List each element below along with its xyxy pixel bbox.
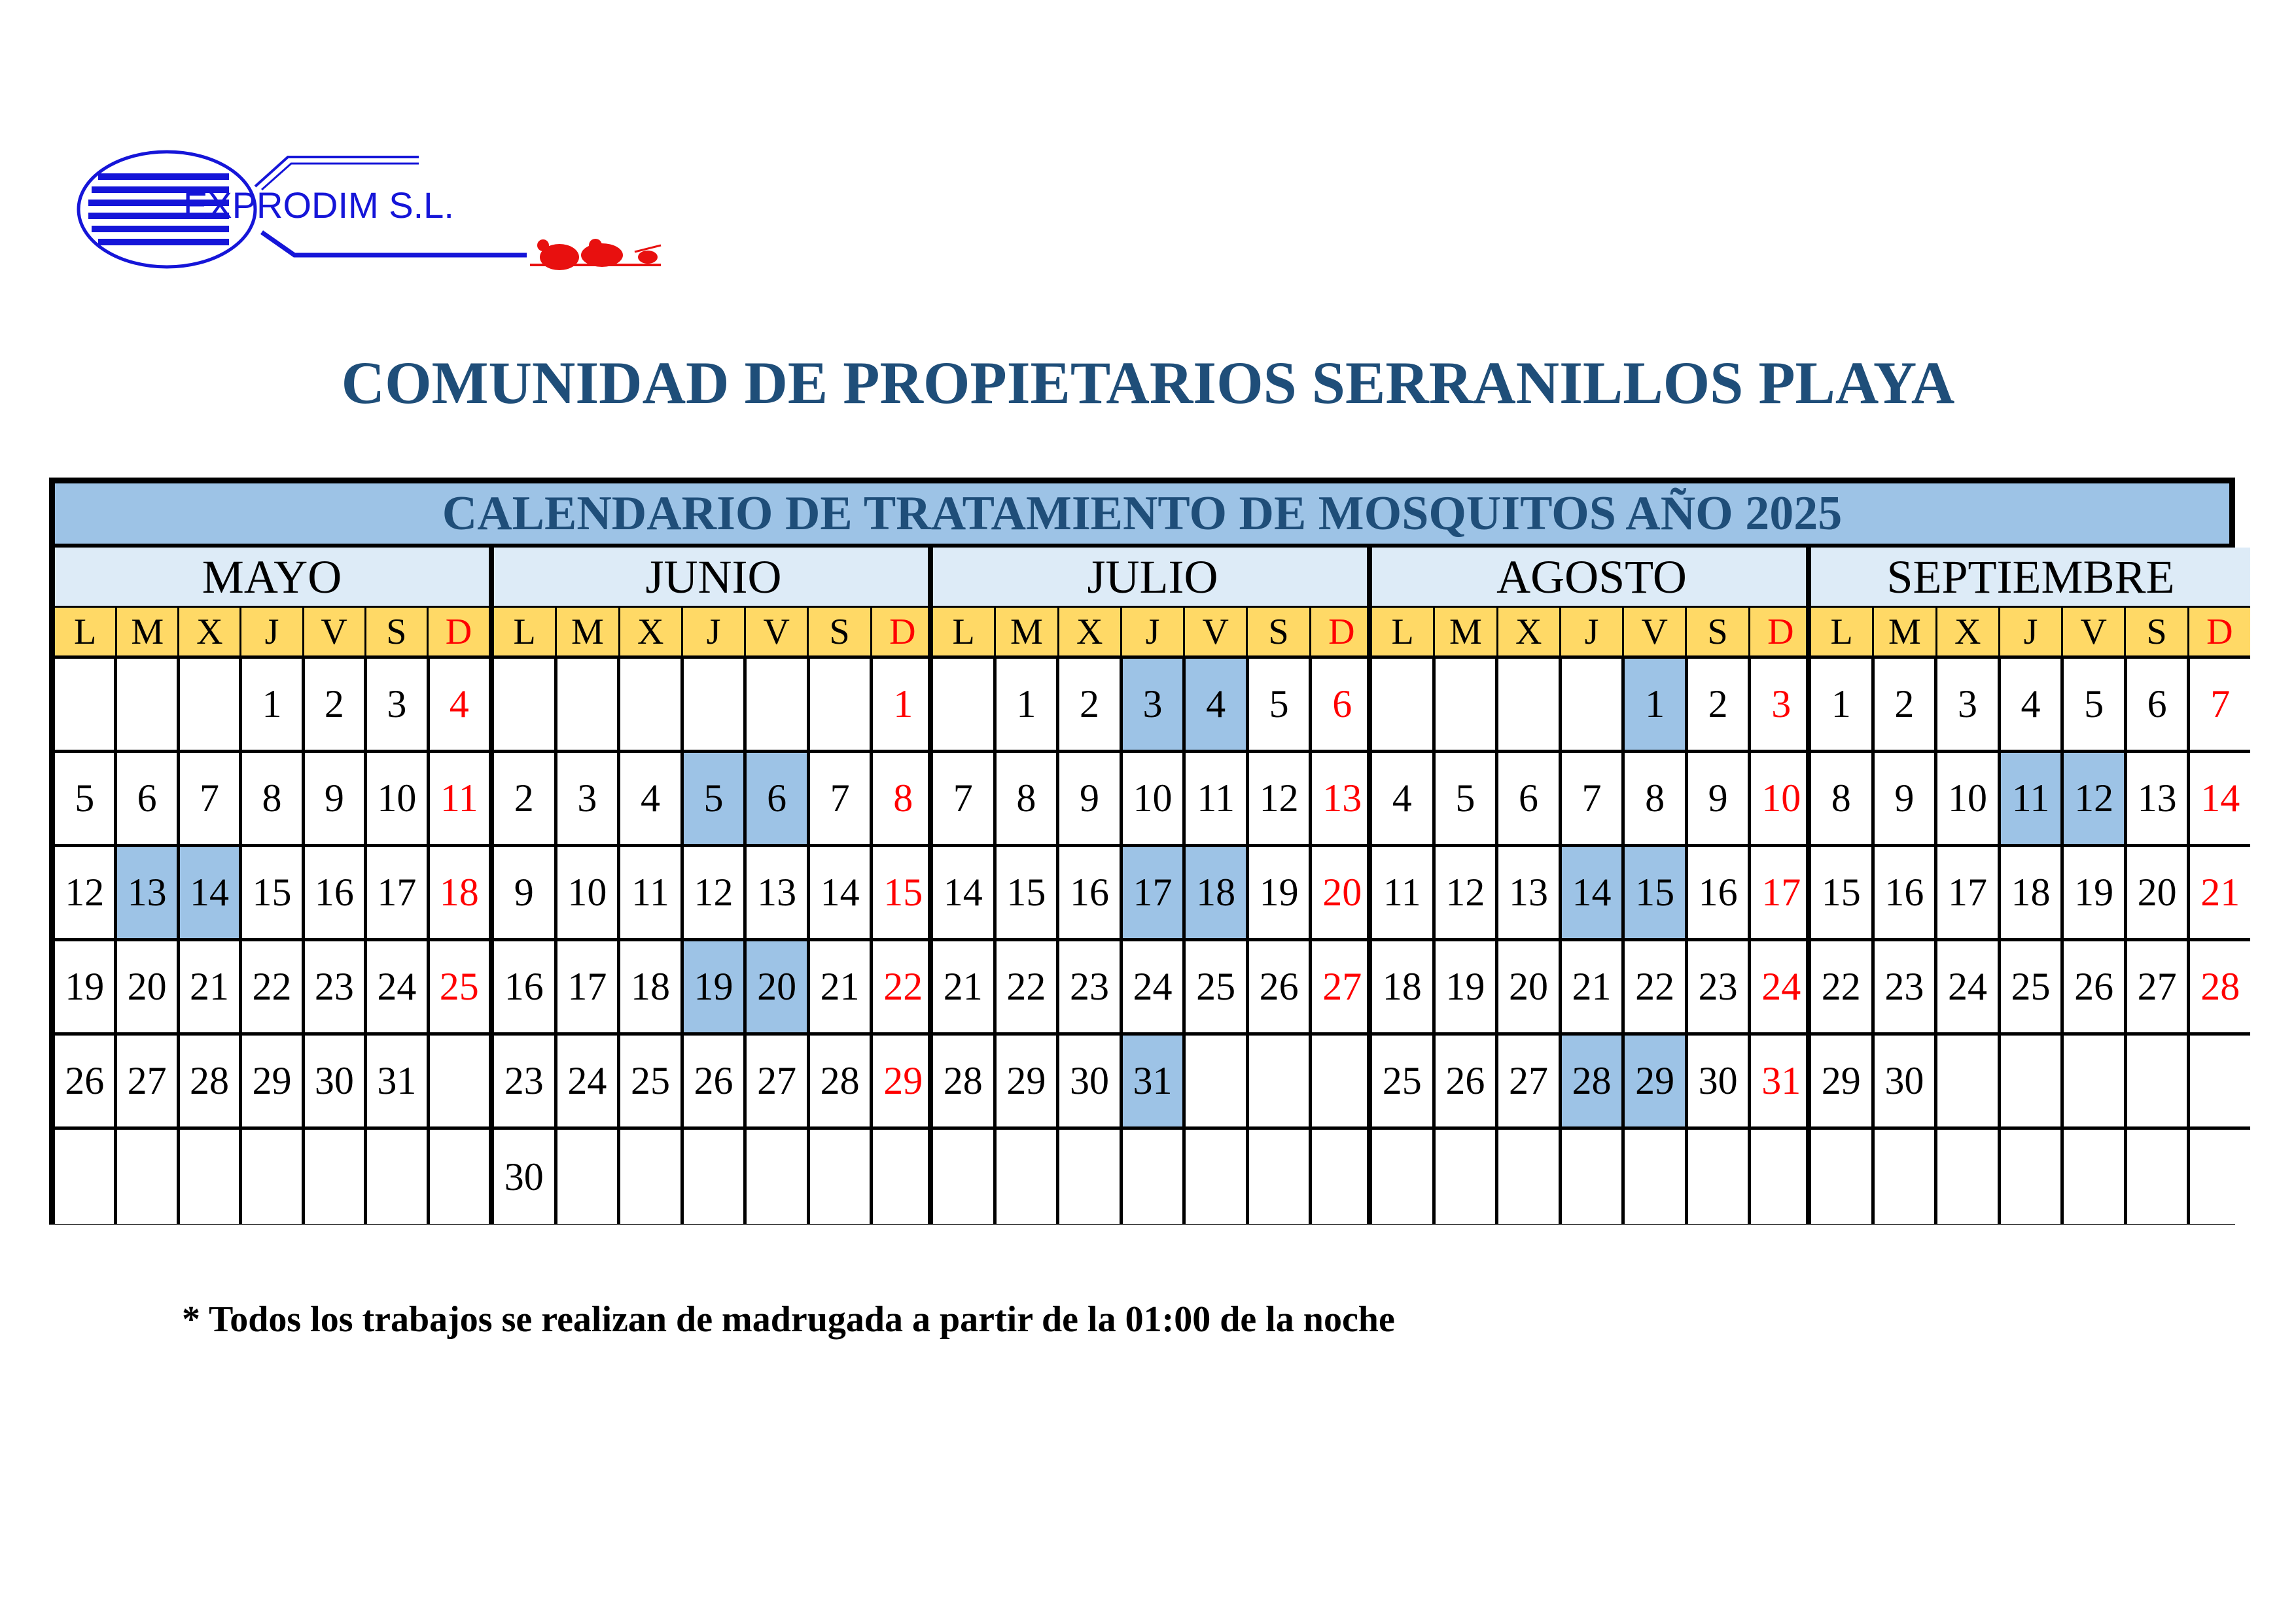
day-cell [1186, 1130, 1249, 1224]
day-cell [55, 659, 117, 750]
treatment-calendar [49, 478, 2240, 1225]
weekday-label: X [179, 608, 241, 655]
day-cell: 5 [55, 753, 117, 844]
logo-text: EXPRODIM S.L. [183, 184, 454, 226]
day-cell: 25 [1186, 941, 1249, 1032]
weekday-label: D [1328, 612, 1355, 652]
day-cell: 12 [55, 847, 117, 938]
day-cell: 14 [810, 847, 874, 938]
day-cell [1562, 1130, 1625, 1224]
day-cell: 20 [117, 941, 179, 1032]
day-cell: 24 [367, 941, 429, 1032]
day-cell: 26 [1249, 941, 1313, 1032]
weekday-label: J [241, 608, 304, 655]
weekday-label: M [1874, 608, 1937, 655]
day-cell: 1 [997, 659, 1060, 750]
day-cell [1625, 1130, 1688, 1224]
day-cell: 16 [1059, 847, 1123, 938]
day-cell: 23 [494, 1036, 557, 1126]
treatment-day-cell: 12 [2064, 753, 2127, 844]
month-name: AGOSTO [1372, 548, 1811, 608]
day-cell: 13 [1312, 753, 1372, 844]
day-cell [1372, 1130, 1436, 1224]
day-cell: 23 [1875, 941, 1938, 1032]
page-title: COMUNIDAD DE PROPIETARIOS SERRANILLOS PLAYA [341, 349, 1955, 416]
day-cell: 25 [1372, 1036, 1436, 1126]
day-cell: 9 [305, 753, 367, 844]
day-cell: 31 [367, 1036, 429, 1126]
day-cell: 5 [1249, 659, 1313, 750]
weekday-label: V [1624, 608, 1687, 655]
day-cell: 12 [1249, 753, 1313, 844]
day-cell [1562, 659, 1625, 750]
day-cell: 29 [242, 1036, 304, 1126]
treatment-day-cell: 19 [684, 941, 747, 1032]
weekday-header [933, 608, 1372, 659]
day-cell: 11 [1372, 847, 1436, 938]
day-cell: 9 [1875, 753, 1938, 844]
day-cell [1937, 1036, 2001, 1126]
day-cell: 5 [1436, 753, 1499, 844]
day-cell: 2 [1059, 659, 1123, 750]
company-logo [72, 147, 674, 278]
day-cell: 6 [2127, 659, 2191, 750]
day-cell: 27 [117, 1036, 179, 1126]
month-mayo [55, 548, 489, 1225]
week-row [494, 753, 933, 847]
day-cell: 20 [2127, 847, 2191, 938]
day-cell: 17 [1937, 847, 2001, 938]
week-row [933, 659, 1372, 753]
day-cell: 12 [1436, 847, 1499, 938]
day-cell: 18 [1372, 941, 1436, 1032]
week-row [933, 1036, 1372, 1130]
day-cell: 29 [873, 1036, 933, 1126]
day-cell [1436, 659, 1499, 750]
treatment-day-cell: 15 [1625, 847, 1688, 938]
day-cell: 30 [1059, 1036, 1123, 1126]
week-row [55, 941, 489, 1036]
day-cell [1811, 1130, 1875, 1224]
day-cell: 16 [1875, 847, 1938, 938]
day-cell [747, 1130, 810, 1224]
day-cell: 23 [1688, 941, 1752, 1032]
weekday-header [494, 608, 933, 659]
week-row [1811, 1036, 2250, 1130]
day-cell: 13 [747, 847, 810, 938]
weekday-label: V [746, 608, 809, 655]
treatment-day-cell: 14 [1562, 847, 1625, 938]
treatment-day-cell: 11 [2001, 753, 2064, 844]
day-cell: 1 [242, 659, 304, 750]
day-cell: 16 [494, 941, 557, 1032]
day-cell: 29 [1811, 1036, 1875, 1126]
weekday-label: S [809, 608, 872, 655]
day-cell: 28 [2190, 941, 2250, 1032]
day-cell: 21 [2190, 847, 2250, 938]
treatment-day-cell: 20 [747, 941, 810, 1032]
day-cell: 19 [1249, 847, 1313, 938]
week-row [55, 1036, 489, 1130]
day-cell [1688, 1130, 1752, 1224]
day-cell [1937, 1130, 2001, 1224]
weekday-label: X [1059, 608, 1122, 655]
day-cell: 30 [494, 1130, 557, 1224]
week-row [1372, 1130, 1811, 1224]
day-cell: 16 [305, 847, 367, 938]
day-cell: 3 [367, 659, 429, 750]
day-cell: 8 [1625, 753, 1688, 844]
day-cell [1875, 1130, 1938, 1224]
treatment-day-cell: 28 [1562, 1036, 1625, 1126]
treatment-day-cell: 6 [747, 753, 810, 844]
week-row [1811, 659, 2250, 753]
week-row [1372, 941, 1811, 1036]
day-cell: 19 [55, 941, 117, 1032]
day-cell [1312, 1130, 1372, 1224]
day-cell: 13 [1498, 847, 1562, 938]
day-cell: 2 [1875, 659, 1938, 750]
day-cell [117, 1130, 179, 1224]
day-cell: 8 [873, 753, 933, 844]
day-cell: 28 [933, 1036, 997, 1126]
day-cell: 9 [1059, 753, 1123, 844]
day-cell: 20 [1498, 941, 1562, 1032]
day-cell [117, 659, 179, 750]
day-cell [620, 1130, 684, 1224]
week-row [1811, 1130, 2250, 1224]
day-cell [1436, 1130, 1499, 1224]
day-cell [2001, 1130, 2064, 1224]
day-cell: 7 [810, 753, 874, 844]
treatment-day-cell: 18 [1186, 847, 1249, 938]
day-cell: 24 [557, 1036, 621, 1126]
week-row [933, 753, 1372, 847]
weekday-header [1811, 608, 2250, 659]
treatment-day-cell: 1 [1625, 659, 1688, 750]
day-cell: 31 [1751, 1036, 1811, 1126]
day-cell [997, 1130, 1060, 1224]
treatment-day-cell: 5 [684, 753, 747, 844]
day-cell: 15 [997, 847, 1060, 938]
day-cell: 14 [2190, 753, 2250, 844]
week-row [1372, 753, 1811, 847]
month-junio [489, 548, 933, 1225]
day-cell: 21 [933, 941, 997, 1032]
week-row [494, 1036, 933, 1130]
day-cell: 17 [367, 847, 429, 938]
day-cell [873, 1130, 933, 1224]
day-cell [305, 1130, 367, 1224]
weekday-label: J [2000, 608, 2063, 655]
day-cell: 21 [180, 941, 242, 1032]
weekday-label: V [304, 608, 366, 655]
day-cell: 8 [242, 753, 304, 844]
weekday-label: S [366, 608, 429, 655]
week-row [1811, 941, 2250, 1036]
day-cell [810, 659, 874, 750]
day-cell: 4 [1372, 753, 1436, 844]
day-cell: 5 [2064, 659, 2127, 750]
day-cell [2001, 1036, 2064, 1126]
day-cell: 27 [1498, 1036, 1562, 1126]
month-julio [928, 548, 1372, 1225]
day-cell: 21 [1562, 941, 1625, 1032]
week-row [933, 941, 1372, 1036]
day-cell [180, 659, 242, 750]
treatment-day-cell: 29 [1625, 1036, 1688, 1126]
day-cell: 12 [684, 847, 747, 938]
day-cell: 8 [1811, 753, 1875, 844]
weekday-label: D [445, 612, 472, 652]
month-agosto [1367, 548, 1811, 1225]
day-cell: 15 [242, 847, 304, 938]
day-cell [810, 1130, 874, 1224]
day-cell: 27 [747, 1036, 810, 1126]
day-cell [1498, 659, 1562, 750]
day-cell: 25 [2001, 941, 2064, 1032]
weekday-header [55, 608, 489, 659]
day-cell: 7 [2190, 659, 2250, 750]
weekday-label: S [1687, 608, 1750, 655]
day-cell: 22 [997, 941, 1060, 1032]
month-name: JUNIO [494, 548, 933, 608]
day-cell: 4 [620, 753, 684, 844]
week-row [55, 847, 489, 941]
day-cell [367, 1130, 429, 1224]
day-cell: 7 [1562, 753, 1625, 844]
day-cell [1123, 1130, 1186, 1224]
day-cell [1372, 659, 1436, 750]
weekday-label: S [2126, 608, 2189, 655]
week-row [55, 1130, 489, 1224]
week-row [1372, 847, 1811, 941]
day-cell [1498, 1130, 1562, 1224]
treatment-day-cell: 3 [1123, 659, 1186, 750]
week-row [494, 659, 933, 753]
day-cell [1059, 1130, 1123, 1224]
weekday-label: J [1561, 608, 1624, 655]
day-cell: 16 [1688, 847, 1752, 938]
weekday-label: L [1372, 608, 1435, 655]
day-cell: 2 [305, 659, 367, 750]
day-cell: 30 [1688, 1036, 1752, 1126]
day-cell [557, 1130, 621, 1224]
weekday-label: M [996, 608, 1059, 655]
day-cell: 3 [1937, 659, 2001, 750]
week-row [1372, 659, 1811, 753]
day-cell: 11 [430, 753, 489, 844]
day-cell [180, 1130, 242, 1224]
day-cell: 21 [810, 941, 874, 1032]
weekday-label: L [933, 608, 996, 655]
week-row [494, 941, 933, 1036]
calendar-title: CALENDARIO DE TRATAMIENTO DE MOSQUITOS AÑO 2025 [55, 483, 2229, 548]
day-cell: 14 [933, 847, 997, 938]
day-cell [1249, 1130, 1313, 1224]
day-cell: 17 [557, 941, 621, 1032]
day-cell: 10 [557, 847, 621, 938]
day-cell [1751, 1130, 1811, 1224]
day-cell [2127, 1130, 2191, 1224]
week-row [1811, 847, 2250, 941]
day-cell: 18 [2001, 847, 2064, 938]
day-cell: 2 [1688, 659, 1752, 750]
month-name: SEPTIEMBRE [1811, 548, 2250, 608]
weekday-label: X [1498, 608, 1561, 655]
week-row [1811, 753, 2250, 847]
day-cell [1186, 1036, 1249, 1126]
day-cell: 28 [180, 1036, 242, 1126]
day-cell [2064, 1036, 2127, 1126]
day-cell: 10 [367, 753, 429, 844]
day-cell: 24 [1751, 941, 1811, 1032]
weekday-label: X [620, 608, 683, 655]
weekday-label: D [1767, 612, 1794, 652]
day-cell [933, 1130, 997, 1224]
weekday-label: M [557, 608, 620, 655]
weekday-label: V [2063, 608, 2126, 655]
day-cell: 22 [1811, 941, 1875, 1032]
day-cell: 18 [620, 941, 684, 1032]
day-cell: 30 [1875, 1036, 1938, 1126]
day-cell [620, 659, 684, 750]
day-cell: 13 [2127, 753, 2191, 844]
day-cell: 10 [1937, 753, 2001, 844]
day-cell: 6 [1312, 659, 1372, 750]
weekday-label: J [1122, 608, 1185, 655]
day-cell [1249, 1036, 1313, 1126]
treatment-day-cell: 4 [1186, 659, 1249, 750]
weekday-label: V [1185, 608, 1248, 655]
weekday-label: S [1248, 608, 1311, 655]
day-cell [933, 659, 997, 750]
day-cell: 6 [1498, 753, 1562, 844]
day-cell: 11 [620, 847, 684, 938]
day-cell: 15 [1811, 847, 1875, 938]
month-septiembre [1806, 548, 2250, 1225]
day-cell [2190, 1036, 2250, 1126]
day-cell [747, 659, 810, 750]
month-name: MAYO [55, 548, 489, 608]
day-cell [430, 1130, 489, 1224]
weekday-label: D [889, 612, 916, 652]
day-cell: 27 [1312, 941, 1372, 1032]
day-cell [1312, 1036, 1372, 1126]
day-cell: 26 [684, 1036, 747, 1126]
weekday-label: X [1937, 608, 2000, 655]
day-cell [430, 1036, 489, 1126]
day-cell: 10 [1123, 753, 1186, 844]
day-cell: 23 [1059, 941, 1123, 1032]
day-cell: 17 [1751, 847, 1811, 938]
week-row [494, 1130, 933, 1224]
day-cell: 1 [873, 659, 933, 750]
day-cell [2064, 1130, 2127, 1224]
weekday-label: L [494, 608, 557, 655]
day-cell: 15 [873, 847, 933, 938]
day-cell: 20 [1312, 847, 1372, 938]
day-cell: 29 [997, 1036, 1060, 1126]
footnote: * Todos los trabajos se realizan de madrugada a partir de la 01:00 de la noche [182, 1299, 1395, 1340]
weekday-label: J [683, 608, 746, 655]
weekday-label: M [117, 608, 179, 655]
day-cell [242, 1130, 304, 1224]
day-cell: 18 [430, 847, 489, 938]
day-cell [557, 659, 621, 750]
week-row [933, 1130, 1372, 1224]
weekday-header [1372, 608, 1811, 659]
day-cell: 30 [305, 1036, 367, 1126]
day-cell: 24 [1123, 941, 1186, 1032]
day-cell [55, 1130, 117, 1224]
day-cell: 7 [933, 753, 997, 844]
day-cell: 26 [55, 1036, 117, 1126]
weekday-label: L [1811, 608, 1874, 655]
day-cell: 6 [117, 753, 179, 844]
day-cell: 28 [810, 1036, 874, 1126]
week-row [933, 847, 1372, 941]
day-cell: 9 [494, 847, 557, 938]
day-cell: 3 [557, 753, 621, 844]
day-cell: 24 [1937, 941, 2001, 1032]
day-cell: 25 [620, 1036, 684, 1126]
weekday-label: M [1435, 608, 1498, 655]
treatment-day-cell: 14 [180, 847, 242, 938]
day-cell: 4 [2001, 659, 2064, 750]
weekday-label: L [55, 608, 117, 655]
day-cell: 19 [2064, 847, 2127, 938]
day-cell: 2 [494, 753, 557, 844]
day-cell [684, 1130, 747, 1224]
day-cell [2190, 1130, 2250, 1224]
day-cell: 26 [1436, 1036, 1499, 1126]
week-row [494, 847, 933, 941]
day-cell: 3 [1751, 659, 1811, 750]
treatment-day-cell: 17 [1123, 847, 1186, 938]
weekday-label: D [2206, 612, 2233, 652]
pest-icon [530, 239, 661, 270]
day-cell: 22 [873, 941, 933, 1032]
day-cell: 10 [1751, 753, 1811, 844]
day-cell: 4 [430, 659, 489, 750]
day-cell: 19 [1436, 941, 1499, 1032]
treatment-day-cell: 31 [1123, 1036, 1186, 1126]
day-cell [2127, 1036, 2191, 1126]
day-cell: 1 [1811, 659, 1875, 750]
day-cell: 11 [1186, 753, 1249, 844]
day-cell: 26 [2064, 941, 2127, 1032]
day-cell: 9 [1688, 753, 1752, 844]
day-cell: 22 [1625, 941, 1688, 1032]
day-cell: 8 [997, 753, 1060, 844]
week-row [1372, 1036, 1811, 1130]
week-row [55, 659, 489, 753]
day-cell [494, 659, 557, 750]
day-cell: 22 [242, 941, 304, 1032]
week-row [55, 753, 489, 847]
day-cell [684, 659, 747, 750]
month-name: JULIO [933, 548, 1372, 608]
day-cell: 27 [2127, 941, 2191, 1032]
day-cell: 25 [430, 941, 489, 1032]
day-cell: 7 [180, 753, 242, 844]
treatment-day-cell: 13 [117, 847, 179, 938]
day-cell: 23 [305, 941, 367, 1032]
